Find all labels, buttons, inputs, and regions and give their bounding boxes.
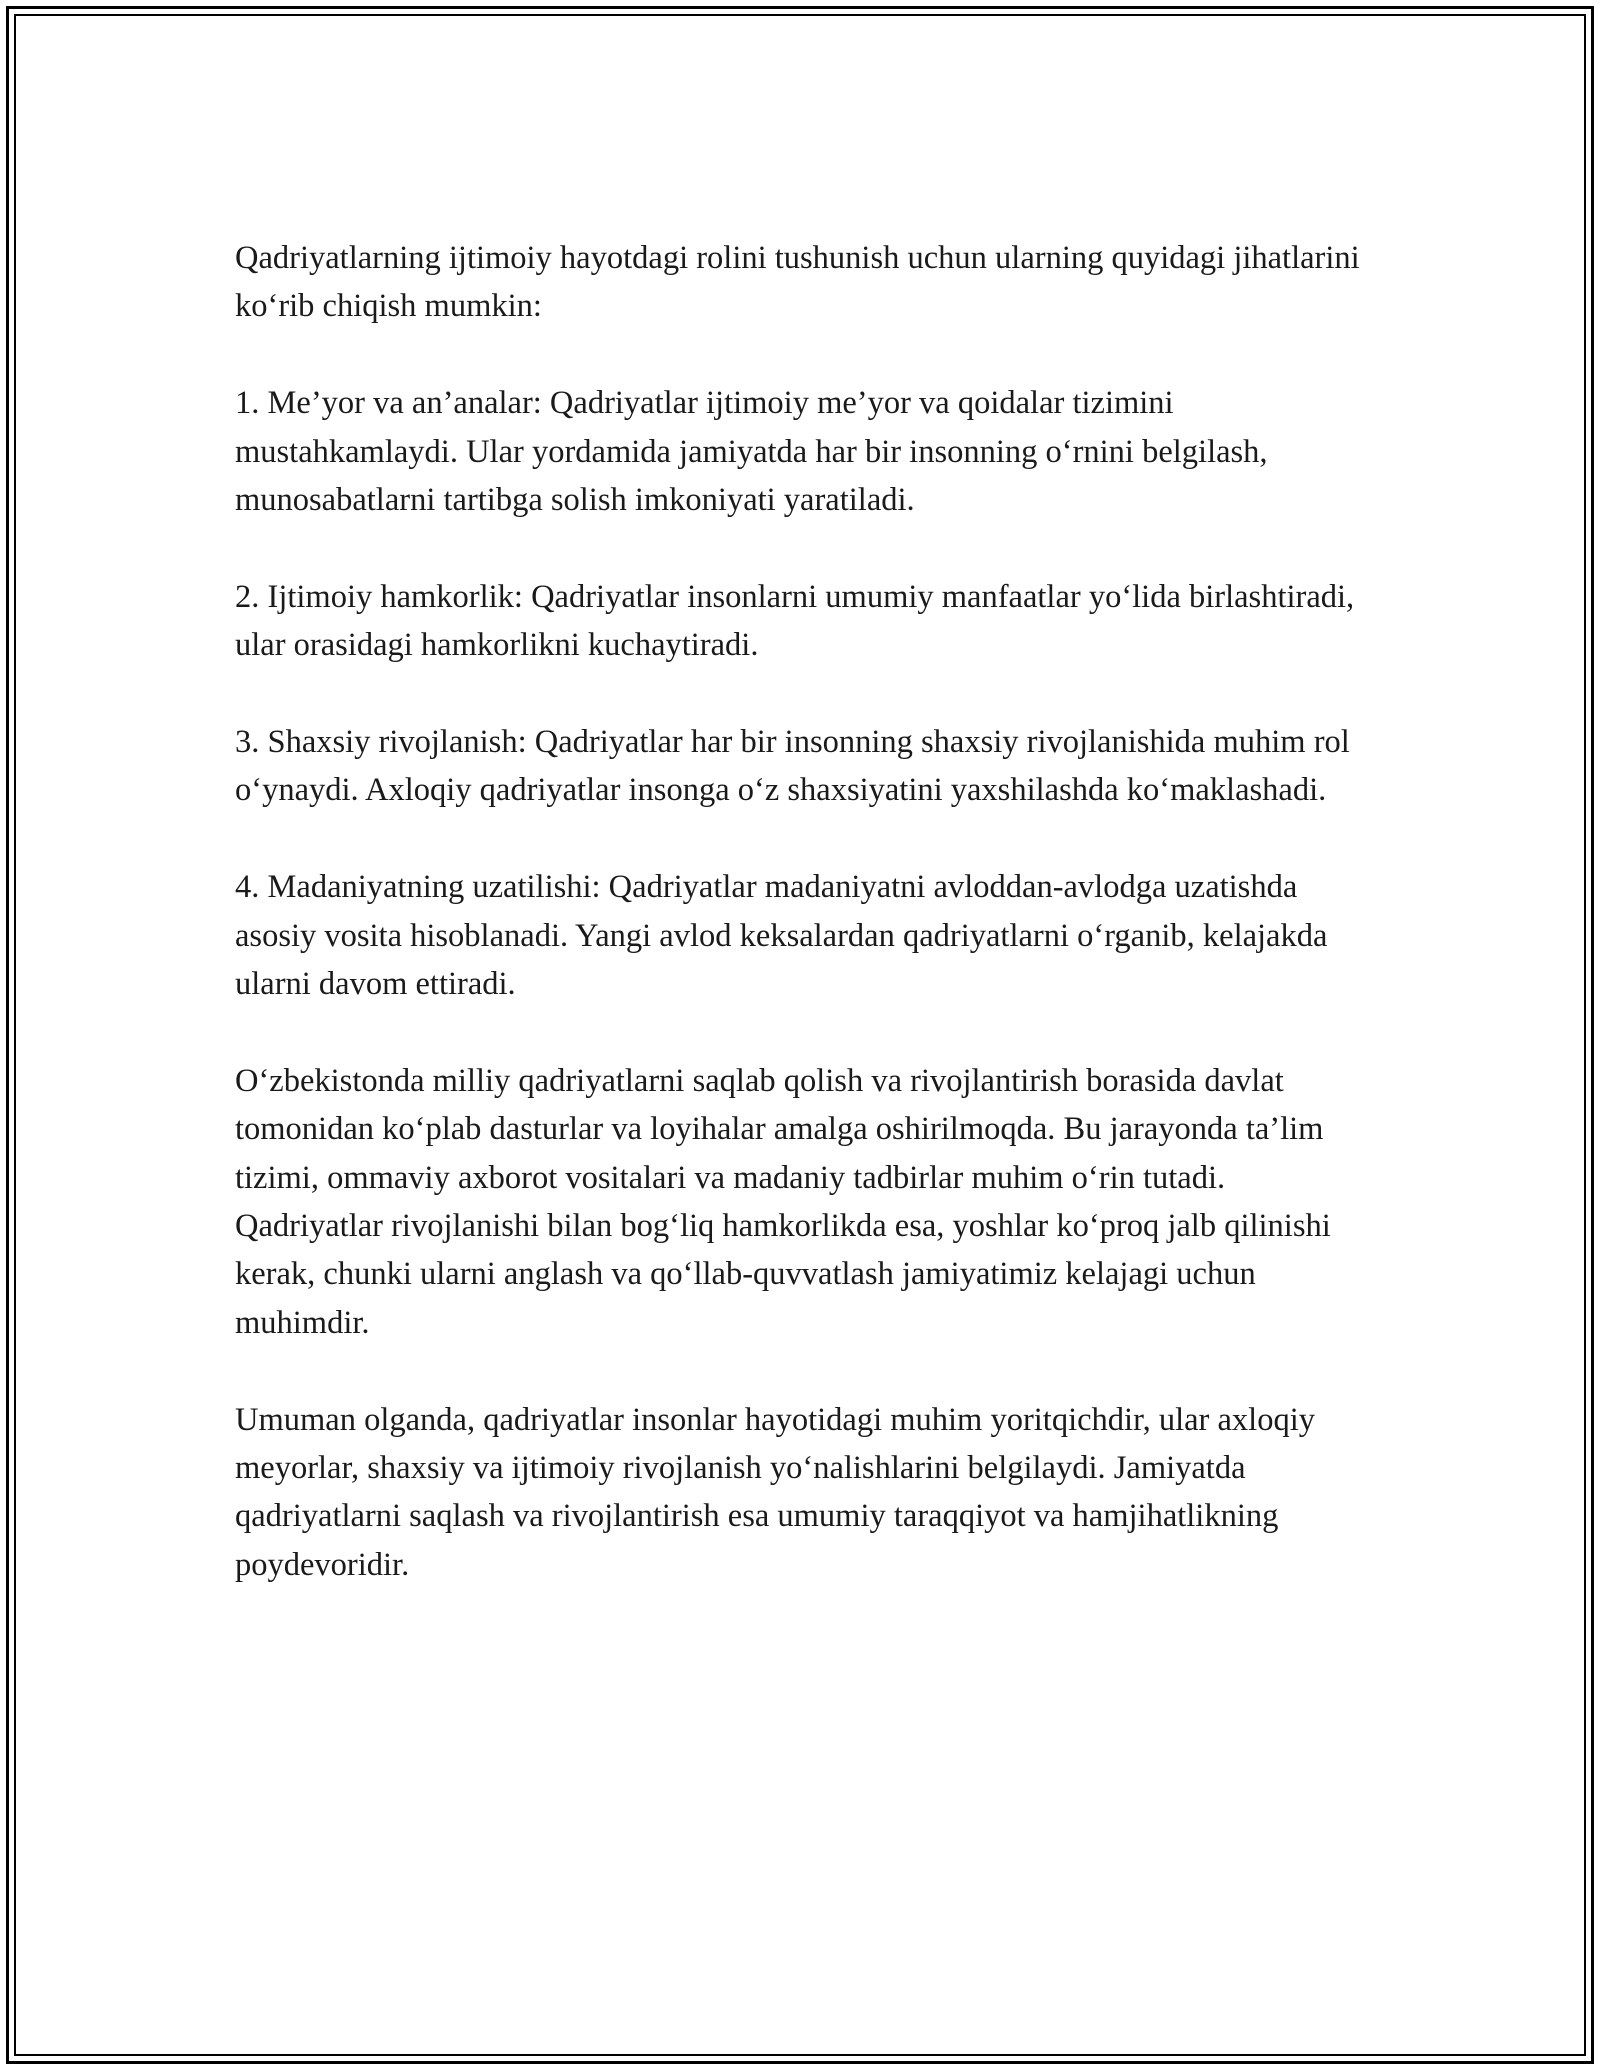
list-item-personal-development: 3. Shaxsiy rivojlanish: Qadriyatlar har bir insonning shaxsiy rivojlanishida muhim rol o‘ynaydi. Axloqiy qadriyatlar insonga o‘z shaxsiyatini yaxshilashda ko‘maklashadi. (235, 724, 1350, 809)
list-item-norms-traditions: 1. Me’yor va an’analar: Qadriyatlar ijtimoiy me’yor va qoidalar tizimini mustahkamlaydi. Ular yordamida jamiyatda har bir insonning o‘rnini belgilash, munosabatlarni tartibga solish imkoniyati yaratiladi. (235, 385, 1268, 519)
list-item-social-cooperation: 2. Ijtimoiy hamkorlik: Qadriyatlar insonlarni umumiy manfaatlar yo‘lida birlashtiradi, ular orasidagi hamkorlikni kuchaytiradi. (235, 578, 1355, 664)
uzbekistan-paragraph: O‘zbekistonda milliy qadriyatlarni saqlab qolish va rivojlantirish borasida davlat tomonidan ko‘plab dasturlar va loyihalar amalga oshirilmoqda. Bu jarayonda ta’lim tizimi, ommaviy axborot vositalari va madaniy tadbirlar muhim o‘rin tutadi. Qadriyatlar rivojlanishi bilan bog‘liq hamkorlikda esa, yoshlar ko‘proq jalb qilinishi kerak, chunki ularni anglash va qo‘llab-quvvatlash jamiyatimiz kelajagi uchun muhimdir. (235, 1062, 1331, 1341)
document-body (235, 234, 1375, 1589)
intro-paragraph: Qadriyatlarning ijtimoiy hayotdagi rolini tushunish uchun ularning quyidagi jihatlarini ko‘rib chiqish mumkin: (235, 240, 1360, 325)
conclusion-paragraph: Umuman olganda, qadriyatlar insonlar hayotidagi muhim yoritqichdir, ular axloqiy meyorlar, shaxsiy va ijtimoiy rivojlanish yo‘nalishlarini belgilaydi. Jamiyatda qadriyatlarni saqlash va rivojlantirish esa umumiy taraqqiyot va hamjihatlikning poydevoridir. (235, 1401, 1315, 1583)
list-item-cultural-transmission: 4. Madaniyatning uzatilishi: Qadriyatlar madaniyatni avloddan-avlodga uzatishda asosiy vosita hisoblanadi. Yangi avlod keksalardan qadriyatlarni o‘rganib, kelajakda ularni davom ettiradi. (235, 869, 1328, 1003)
